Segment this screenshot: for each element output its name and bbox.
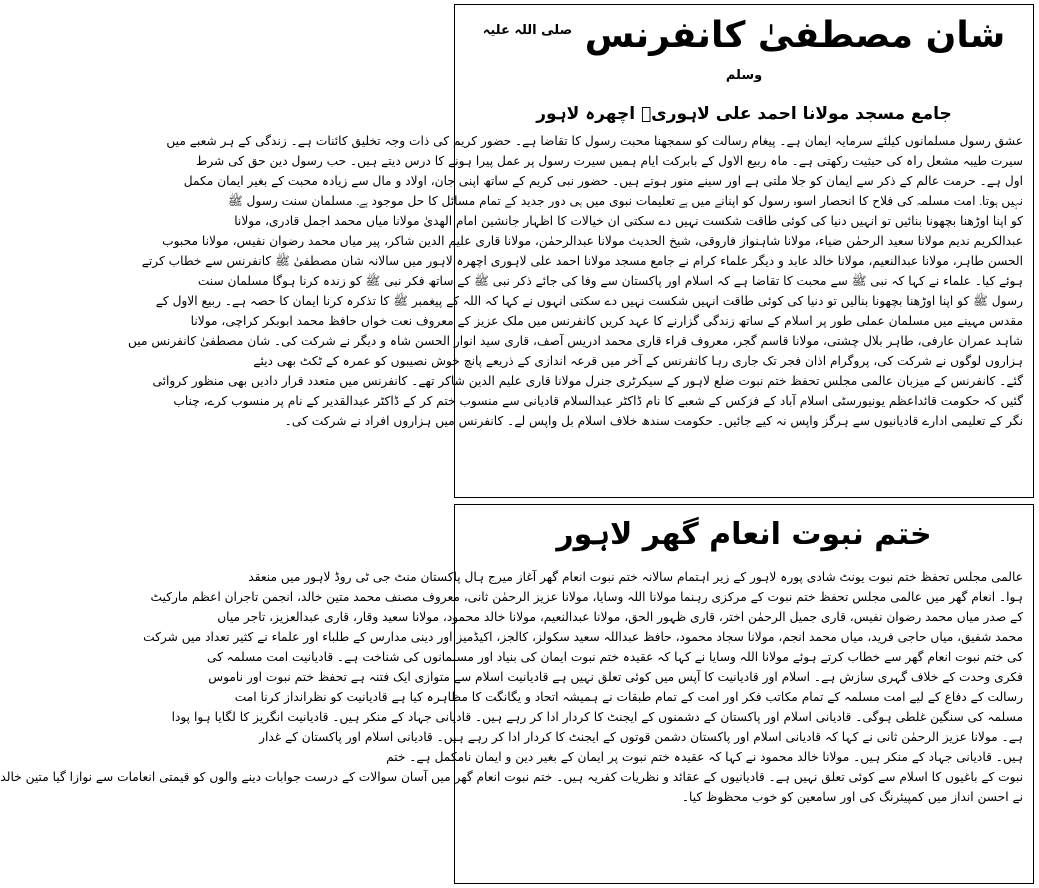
body-line: فکری وحدت کے خلاف گہری سازش ہے۔ اسلام اور قادیانیت کا آپس میں کوئی تعلق نہیں ہے قادیانیت اسلام سے متوازی ایک فتنہ ہے تحفظ ختم نبوت اور ناموس [208,670,1023,684]
body-line: ہے۔ مولانا عزیز الرحمٰن ثانی نے کہا کہ قادیانی اسلام اور پاکستان دشمن قوتوں کے ایجنٹ کا کردار ادا کر رہے ہیں۔ قادیانی اسلام اور پاکستان کے غدار [259,730,1023,744]
body-line: عشق رسول مسلمانوں کیلئے سرمایہ ایمان ہے۔ پیغام رسالت کو سمجھنا محبت رسول کا تقاضا ہے۔ حضور کریم کی ذات وجہ تخلیق کائنات ہے۔ زندگی کے ہر شعبے میں [166,134,1023,148]
body-line: عبدالکریم ندیم مولانا سعید الرحمٰن ضیاء، مولانا شاہنواز فاروقی، شیخ الحدیث مولانا عبدالرحمٰن، مولانا قاری علیم الدین شاکر، پیر میاں محمد رضوان نفیس، مولانا محبوب [162,234,1023,248]
article-body [128,131,1023,431]
body-line: اول ہے۔ حرمت عالم کے ذکر سے ایمان کو جلا ملتی ہے اور سینے منور ہوتے ہیں۔ حضور نبی کریم کے ساتھ اپنی جان، اولاد و مال سے زیادہ محبت کے بغیر ایمان مکمل [183,174,1023,188]
body-line: مقدس مہینے میں مسلمان عملی طور پر اسلام کے ساتھ زندگی گزارنے کا عہد کریں کانفرنس میں ملک عزیز کے معروف نعت خواں حافظ محمد ابوبکر کراچی، مولانا [190,314,1023,328]
headline-text: شان مصطفیٰ کانفرنس [584,15,1006,56]
body-line: الحسن طاہر، مولانا عبدالنعیم، مولانا خالد عابد و دیگر علماء کرام نے جامع مسجد مولانا احمد علی لاہوری اچھرہ لاہور میں سالانہ شان مصطفیٰ ﷺ کانفرنس سے خطاب کرتے [141,254,1023,268]
body-line: رسالت کے دفاع کے لیے امت مسلمہ کے تمام مکاتب فکر اور امت کے تمام طبقات نے ہمیشہ اتحاد و یگانگت کا مظاہرہ کیا ہے قادیانیت کو نظرانداز کرنا امت [234,690,1023,704]
body-line: نگر کے تعلیمی ادارے قادیانیوں سے ہرگز واپس نہ کیے جائیں۔ حکومت سندھ خلاف اسلام بل واپس لے۔ کانفرنس میں ہزاروں افراد نے شرکت کی۔ [284,414,1023,428]
body-line: محمد شفیق، میاں حاجی فرید، میاں محمد انجم، مولانا سجاد محمود، حافظ عبداللہ سعید سکولز، کالجز، اکیڈمیز اور دینی مدارس کے طلباء اور علماء نے کثیر تعداد میں شرکت [143,630,1023,644]
body-line: نہیں ہوتا۔ امت مسلمہ کی فلاح کا انحصار اسوہ رسول کو اپنانے میں ہے تعلیمات نبوی میں ہی دور جدید کے تمام مسائل کا حل موجود ہے۔ مسلمان سنت رسول ﷺ [227,194,1023,208]
body-line: مسلمہ کی سنگین غلطی ہوگی۔ قادیانی اسلام اور پاکستان کے دشمنوں کے ایجنٹ کا کردار ادا کر رہے ہیں۔ قادیانی جہاد کے منکر ہیں۔ قادیانیت انگریز کا لگایا ہوا پودا [171,710,1023,724]
body-line: گئیں کہ حکومت قائداعظم یونیورسٹی اسلام آباد کے فزکس کے شعبے کا نام ڈاکٹر عبدالسلام قادیانی سے منسوب ختم کر کے ڈاکٹر عبدالقدیر کے نام پر منسوب کرے، چناب [173,394,1023,408]
body-line: شاہد عمران عارفی، طاہر بلال چشتی، مولانا قاسم گجر، معروف قراء قاری محمد ادریس آصف، قاری سید انوار الحسن شاہ و دیگر نے شرکت کی۔ شان مصطفیٰ کانفرنس میں [128,334,1023,348]
article-headline: ختم نبوت انعام گھر لاہور [556,517,932,552]
body-line: ہیں۔ قادیانی جہاد کے منکر ہیں۔ مولانا خالد محمود نے کہا کہ عقیدہ ختم نبوت پر ایمان کے بغیر دین و ایمان نامکمل ہے۔ ختم [386,750,1023,764]
body-line: عالمی مجلس تحفظ ختم نبوت یونٹ شادی پورہ لاہور کے زیر اہتمام سالانہ ختم نبوت انعام گھر آغاز میرج ہال پاکستان منٹ جی ٹی روڈ لاہور میں منعقد [248,570,1023,584]
article-body [0,567,1023,807]
body-line: ہوئے کیا۔ علماء نے کہا کہ نبی ﷺ سے محبت کا تقاضا ہے کہ اسلام اور پاکستان سے وفا کی جائے ذکر نبی ﷺ کے ساتھ فکر نبی ﷺ کو زندہ کرنا ہوگا مسلمان سنت [197,274,1023,288]
article-headline [465,11,1023,101]
body-line: ہزاروں لوگوں نے شرکت کی، پروگرام اذان فجر تک جاری رہا کانفرنس کے آخر میں قرعہ اندازی کے ذریعے پانچ خوش نصیبوں کو عمرہ کے ٹکٹ بھی دیئے [253,354,1023,368]
body-line: کی ختم نبوت انعام گھر سے خطاب کرتے ہوئے مولانا اللہ وسایا نے کہا کہ عقیدہ ختم نبوت ایمان کی بنیاد اور مسلمانوں کی شناخت ہے۔ قادیانیت امت مسلمہ کی [206,650,1023,664]
body-line: کے صدر میاں محمد رضوان نفیس، قاری جمیل الرحمٰن اختر، قاری ظہور الحق، مولانا عبدالنعیم، مولانا خالد محمود، مولانا سعید وقار، قاری عبدالعزیز، تاجر میاں [217,610,1023,624]
body-line: گئے۔ کانفرنس کے میزبان عالمی مجلس تحفظ ختم نبوت ضلع لاہور کے سیکرٹری جنرل مولانا قاری علیم الدین شاکر تھے۔ کانفرنس میں متعدد قرار دادیں بھی منظور کروائی [152,374,1023,388]
body-line: نبوت کے باغیوں کا اسلام سے کوئی تعلق نہیں ہے۔ قادیانیوں کے عقائد و نظریات کفریہ ہیں۔ ختم نبوت انعام گھر میں آسان سوالات کے درست جوابات دینے والوں کو قیمتی انعامات سے نوازا گیا متین خالد [0,770,1023,784]
salutation-text: صلی اللہ علیہ وسلم [482,23,763,83]
article-subheadline: جامع مسجد مولانا احمد علی لاہوریؒ اچھرہ لاہور [536,104,952,124]
body-line: ہوا۔ انعام گھر میں عالمی مجلس تحفظ ختم نبوت کے مرکزی رہنما مولانا اللہ وسایا، مولانا عزیز الرحمٰن ثانی، معروف مصنف محمد متین خالد، انجمن تاجران اعظم مارکیٹ [150,590,1023,604]
body-line: نے احسن انداز میں کمپیئرنگ کی اور سامعین کو خوب محظوظ کیا۔ [681,790,1023,804]
article-conference [128,4,1034,498]
article-prize-quiz [0,504,1034,884]
body-line: رسول ﷺ کو اپنا اوڑھنا بچھونا بنالیں تو دنیا کی کوئی طاقت انہیں شکست نہیں دے سکتی انہوں نے کہا کہ اللہ کے پیغمبر ﷺ کا تذکرہ کرنا ایمان کا حصہ ہے۔ ربیع الاول کے [155,294,1023,308]
body-line: کو اپنا اوڑھنا بچھونا بنائیں تو انہیں دنیا کی کوئی طاقت شکست نہیں دے سکتی ان خیالات کا اظہار جانشین امام الھدیٰ مولانا میاں محمد اجمل قادری، مولانا [234,214,1023,228]
body-line: سیرت طیبہ مشعل راہ کی حیثیت رکھتی ہے۔ ماہ ربیع الاول کے بابرکت ایام ہمیں سیرت رسول پر عمل پیرا ہونے کا درس دیتے ہیں۔ حب رسول دین حق کی شرط [196,154,1023,168]
